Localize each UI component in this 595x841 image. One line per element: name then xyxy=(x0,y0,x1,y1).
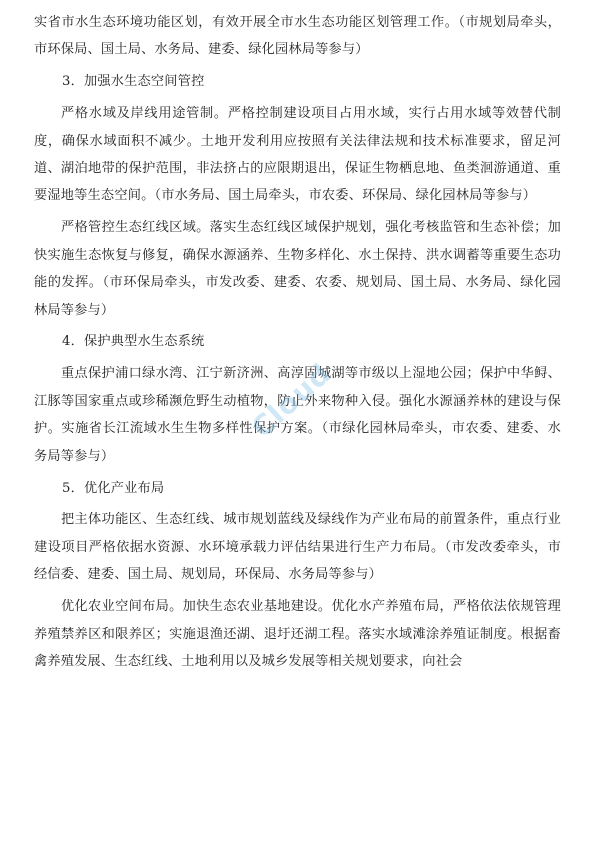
paragraph-industry-layout: 把主体功能区、生态红线、城市规划蓝线及绿线作为产业布局的前置条件，重点行业建设项目严格依据水资源、水环境承载力评估结果进行生产力布局。（市发改委牵头，市经信委、建委、国土局、规划局，环保局、水务局等参与） xyxy=(34,512,561,583)
document-page xyxy=(34,9,561,680)
paragraph-1: 实省市水生态环境功能区划，有效开展全市水生态功能区划管理工作。（市规划局牵头，市环保局、国土局、水务局、建委、绿化园林局等参与） xyxy=(34,15,561,58)
section-heading-3: 3．加强水生态空间管控 xyxy=(62,74,205,90)
paragraph-wetland-protection: 重点保护浦口绿水湾、江宁新济洲、高淳固城湖等市级以上湿地公园；保护中华鲟、江豚等国家重点或珍稀濒危野生动植物，防止外来物种入侵。强化水源涵养林的建设与保护。实施省长江流域水生生物多样性保护方案。（市绿化园林局牵头，市农委、建委、水务局等参与） xyxy=(34,366,561,464)
section-heading-5: 5．优化产业布局 xyxy=(62,480,165,496)
paragraph-ecological-redline: 严格管控生态红线区域。落实生态红线区域保护规划，强化考核监管和生态补偿；加快实施生态恢复与修复，确保水源涵养、生物多样化、水土保持、洪水调蓄等重要生态功能的发挥。（市环保局牵头，市发改委、建委、农委、规划局、国土局、水务局、绿化园林局等参与） xyxy=(34,220,561,318)
paragraph-agriculture-layout: 优化农业空间布局。加快生态农业基地建设。优化水产养殖布局，严格依法依规管理养殖禁养区和限养区；实施退渔还湖、退圩还湖工程。落实水域滩涂养殖证制度。根据畜禽养殖发展、生态红线、土地利用以及城乡发展等相关规划要求，向社会 xyxy=(34,599,561,669)
section-heading-4: 4．保护典型水生态系统 xyxy=(62,334,205,350)
paragraph-water-shoreline: 严格水域及岸线用途管制。严格控制建设项目占用水域，实行占用水域等效替代制度，确保水域面积不减少。土地开发利用应按照有关法律法规和技术标准要求，留足河道、湖泊地带的保护范围，非法挤占的应限期退出，保证生物栖息地、鱼类洄游通道、重要湿地等生态空间。（市水务局、国土局牵头，市农委、环保局、绿化园林局等参与） xyxy=(34,106,561,204)
watermark-logo: Cloud xyxy=(245,356,338,445)
